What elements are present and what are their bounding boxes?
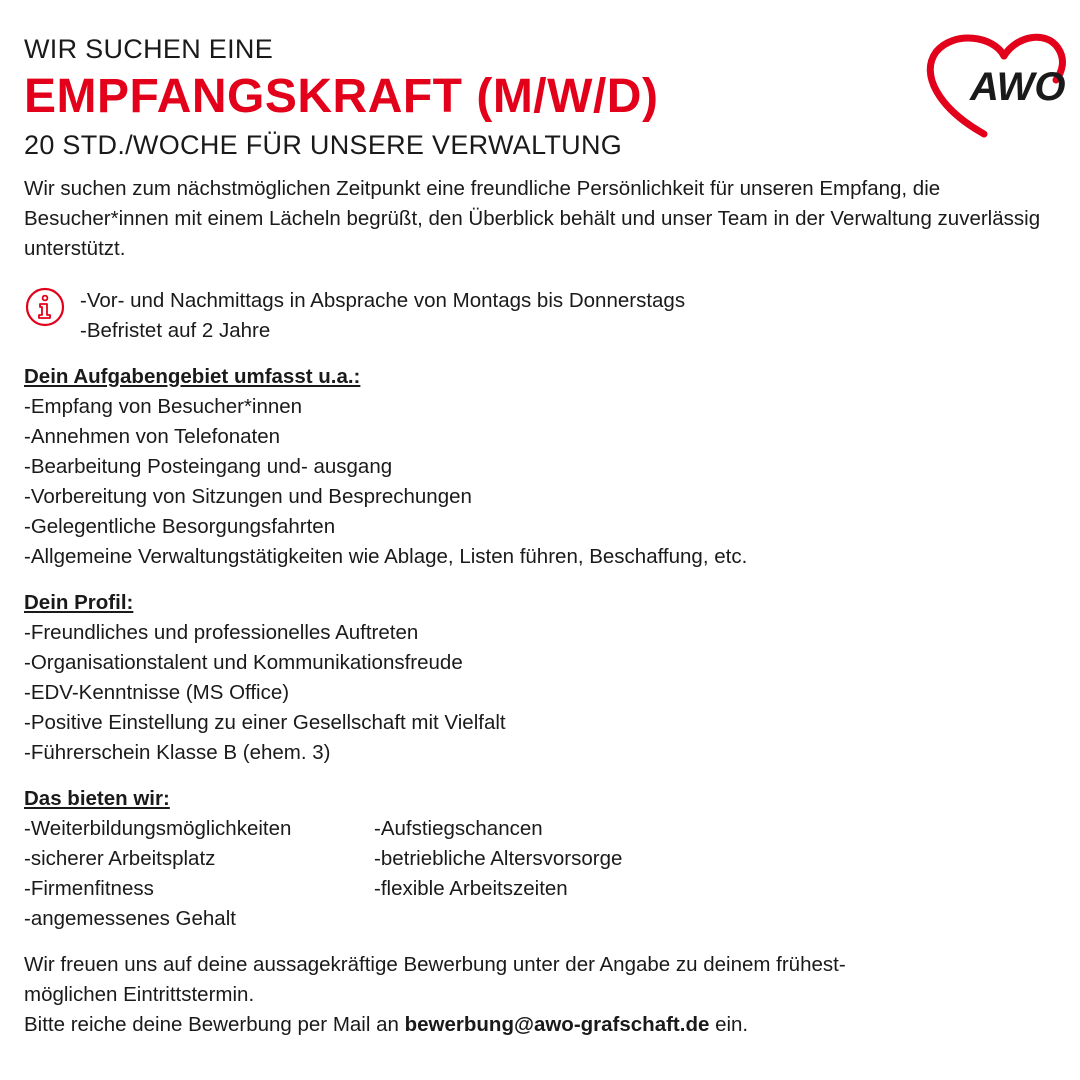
intro-paragraph: Wir suchen zum nächstmöglichen Zeitpunkt eine freundliche Persönlichkeit für unseren Empfang, die Besucher*innen mit einem Lächeln begrüßt, den Überblick behält und unser Team in der Verwaltung zuverlässig unterstützt. <box>24 177 1041 260</box>
closing-prefix: Bitte reiche deine Bewerbung per Mail an <box>24 1013 405 1036</box>
subtitle: 20 STD./WOCHE FÜR UNSERE VERWALTUNG <box>24 130 623 160</box>
kicker: WIR SUCHEN EINE <box>24 34 274 64</box>
info-lines <box>80 286 685 346</box>
profile-title: Dein Profil: <box>24 591 134 614</box>
profile-section <box>24 588 1054 768</box>
list-item: -angemessenes Gehalt <box>24 907 236 930</box>
closing-line: möglichen Eintrittstermin. <box>24 983 255 1006</box>
closing-line <box>24 1010 1054 1040</box>
closing-paragraph <box>24 950 1054 1040</box>
info-block <box>24 286 1054 346</box>
offers-title: Das bieten wir: <box>24 787 170 810</box>
offers-grid <box>24 814 1054 934</box>
page-title: EMPFANGSKRAFT (M/W/D) <box>24 70 659 123</box>
info-line: -Vor- und Nachmittags in Absprache von Montags bis Donnerstags <box>80 289 686 312</box>
list-item: -Organisationstalent und Kommunikationsfreude <box>24 651 463 674</box>
tasks-section <box>24 362 1054 572</box>
list-item: -betriebliche Altersvorsorge <box>374 847 623 870</box>
list-item: -Freundliches und professionelles Auftreten <box>24 621 419 644</box>
email-link[interactable]: bewerbung@awo-grafschaft.de <box>404 1013 710 1036</box>
list-item: -Annehmen von Telefonaten <box>24 425 281 448</box>
list-item: -Aufstiegschancen <box>374 817 543 840</box>
job-posting <box>24 34 1054 1040</box>
info-line: -Befristet auf 2 Jahre <box>80 319 271 342</box>
logo-text: AWO <box>970 65 1066 109</box>
info-icon <box>24 286 66 328</box>
list-item: -flexible Arbeitszeiten <box>374 877 568 900</box>
list-item: -Allgemeine Verwaltungstätigkeiten wie Ablage, Listen führen, Beschaffung, etc. <box>24 545 748 568</box>
closing-line: Wir freuen uns auf deine aussagekräftige Bewerbung unter der Angabe zu deinem frühest- <box>24 953 846 976</box>
tasks-title: Dein Aufgabengebiet umfasst u.a.: <box>24 365 361 388</box>
list-item: -Bearbeitung Posteingang und- ausgang <box>24 455 393 478</box>
list-item: -Firmenfitness <box>24 877 154 900</box>
list-item: -Gelegentliche Besorgungsfahrten <box>24 515 336 538</box>
list-item: -Positive Einstellung zu einer Gesellschaft mit Vielfalt <box>24 711 506 734</box>
list-item: -Vorbereitung von Sitzungen und Besprechungen <box>24 485 472 508</box>
list-item: -Empfang von Besucher*innen <box>24 395 303 418</box>
list-item: -Führerschein Klasse B (ehem. 3) <box>24 741 331 764</box>
list-item: -sicherer Arbeitsplatz <box>24 847 216 870</box>
list-item: -EDV-Kenntnisse (MS Office) <box>24 681 290 704</box>
closing-suffix: ein. <box>709 1013 749 1036</box>
list-item: -Weiterbildungsmöglichkeiten <box>24 817 292 840</box>
offers-section <box>24 784 1054 934</box>
